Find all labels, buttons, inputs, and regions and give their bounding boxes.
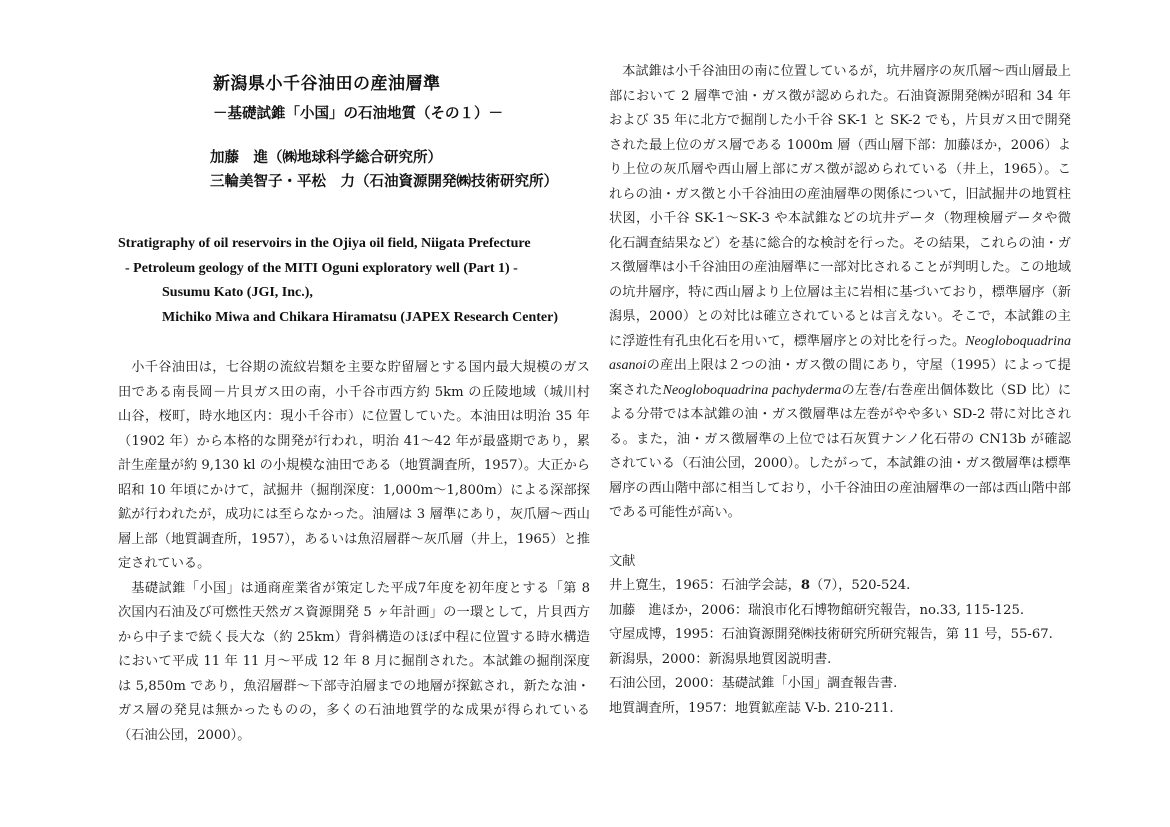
- paragraph-text: の産出上限は２つの油・ガス徴の間にあり，守屋（1995）によって提案された: [609, 358, 1071, 398]
- english-author-line: Michiko Miwa and Chikara Hiramatsu (JAPEX Research Center): [162, 309, 558, 325]
- english-author-line: Susumu Kato (JGI, Inc.),: [162, 285, 313, 300]
- references: [609, 550, 1071, 722]
- japanese-title: 新潟県小千谷油田の産油層準: [213, 74, 441, 94]
- japanese-subtitle: －基礎試錐「小国」の石油地質（その１）－: [213, 106, 503, 122]
- japanese-authors: [210, 146, 590, 194]
- body-text-right: [609, 60, 1071, 526]
- japanese-author-line: 三輪美智子・平松 力（石油資源開発㈱技術研究所）: [210, 174, 558, 190]
- species-name: Neogloboquadrina pachyderma: [662, 382, 842, 398]
- references-heading: 文献: [609, 553, 636, 569]
- english-subtitle: - Petroleum geology of the MITI Oguni exploratory well (Part 1) -: [125, 260, 518, 276]
- paragraph-text: 本試錐は小千谷油田の南に位置しているが，坑井層序の灰爪層～西山層最上部において 2 層準で油・ガス徴が認められた。石油資源開発㈱が昭和 34 年および 35 年に北方で掘削した小千谷 SK-1 と SK-2 でも，片貝ガス田で開発された最上位のガス層である 1000m 層（西山層下部：加藤ほか，2006）より上位の灰爪層や西山層上部にガス徴が認められている（井上，1965）。これらの油・ガス徴と小千谷油田の産油層準の関係について，旧試掘井の地質柱状図，小千谷 SK-1～SK-3 や本試錐などの坑井データ（物理検層データや微化石調査結果など）を基に総合的な検討を行った。その結果，これらの油・ガス徴層準は小千谷油田の産油層準に一部対比されることが判明した。この地域の坑井層序，特に西山層より上位層は主に岩相に基づいており，標準層序（新潟県，2000）との対比は確立されているとは言えない。そこで，本試錐の主に浮遊性有孔虫化石を用いて，標準層序との対比を行った。: [609, 64, 1071, 349]
- species-name: Neogloboquadrina asanoi: [609, 333, 1071, 373]
- reference-item: 守屋成博，1995：石油資源開発㈱技術研究所研究報告，第 11 号，55-67.: [609, 627, 1053, 642]
- english-title: Stratigraphy of oil reservoirs in the Ojiya oil field, Niigata Prefecture: [118, 236, 531, 251]
- reference-item: 地質調査所，1957：地質鉱産誌 V-b. 210-211.: [609, 700, 894, 716]
- japanese-author-line: 加藤 進（㈱地球科学総合研究所）: [210, 150, 442, 166]
- reference-text: 井上寛生，1965：石油学会誌，: [609, 578, 801, 593]
- reference-item: 石油公団，2000：基礎試錐「小国」調査報告書.: [609, 676, 898, 691]
- paragraph: 小千谷油田は，七谷期の流紋岩類を主要な貯留層とする国内最大規模のガス田である南長岡－片貝ガス田の南，小千谷市西方約 5km の丘陵地域（城川村山谷，桜町，時水地区内：現小千谷市）に位置していた。本油田は明治 35 年（1902 年）から本格的な開発が行われ，明治 41～42 年が最盛期であり，累計生産量が約 9,130 kl の小規模な油田である（地質調査所，1957）。大正から昭和 10 年頃にかけて，試掘井（掘削深度：1,000m～1,800m）による深部探鉱が行われたが，成功には至らなかった。油層は 3 層準にあり，灰爪層～西山層上部（地質調査所，1957），あるいは魚沼層群～灰爪層（井上，1965）と推定されている。: [118, 360, 590, 571]
- paragraph-text: の左巻/右巻産出個体数比（SD 比）による分帯では本試錐の油・ガス徴層準は左巻がやや多い SD-2 帯に対比される。また，油・ガス徴層準の上位では石灰質ナンノ化石帯の CN13b が確認されている（石油公団，2000）。したがって，本試錐の油・ガス徴層準は標準層序の西山階中部に相当しており，小千谷油田の産油層準の一部は西山階中部である可能性が高い。: [609, 382, 1072, 520]
- paragraph: [609, 60, 1071, 526]
- body-text-left: [118, 356, 590, 748]
- reference-item: 加藤 進ほか，2006：瑞浪市化石博物館研究報告，no.33, 115-125.: [609, 602, 1025, 618]
- reference-volume: 8: [800, 578, 810, 593]
- reference-text: （7），520-524.: [810, 578, 911, 593]
- paragraph: 基礎試錐「小国」は通商産業省が策定した平成7年度を初年度とする「第 8 次国内石油及び可燃性天然ガス資源開発 5 ヶ年計画」の一環として，片貝西方から中子まで続く長大な（約 25km）背斜構造のほぼ中程に位置する時水構造において平成 11 年 11 月～平成 12 年 8 月に掘削された。本試錐の掘削深度は 5,850m であり，魚沼層群～下部寺泊層までの地層が探鉱され，新たな油・ガス層の発見は無かったものの，多くの石油地質学的な成果が得られている（石油公団，2000）。: [118, 580, 590, 743]
- left-column: [118, 70, 590, 748]
- reference-item: 新潟県，2000：新潟県地質図説明書.: [609, 651, 832, 667]
- right-column: [609, 60, 1071, 721]
- english-title-block: [118, 232, 590, 330]
- reference-item: [609, 574, 1071, 599]
